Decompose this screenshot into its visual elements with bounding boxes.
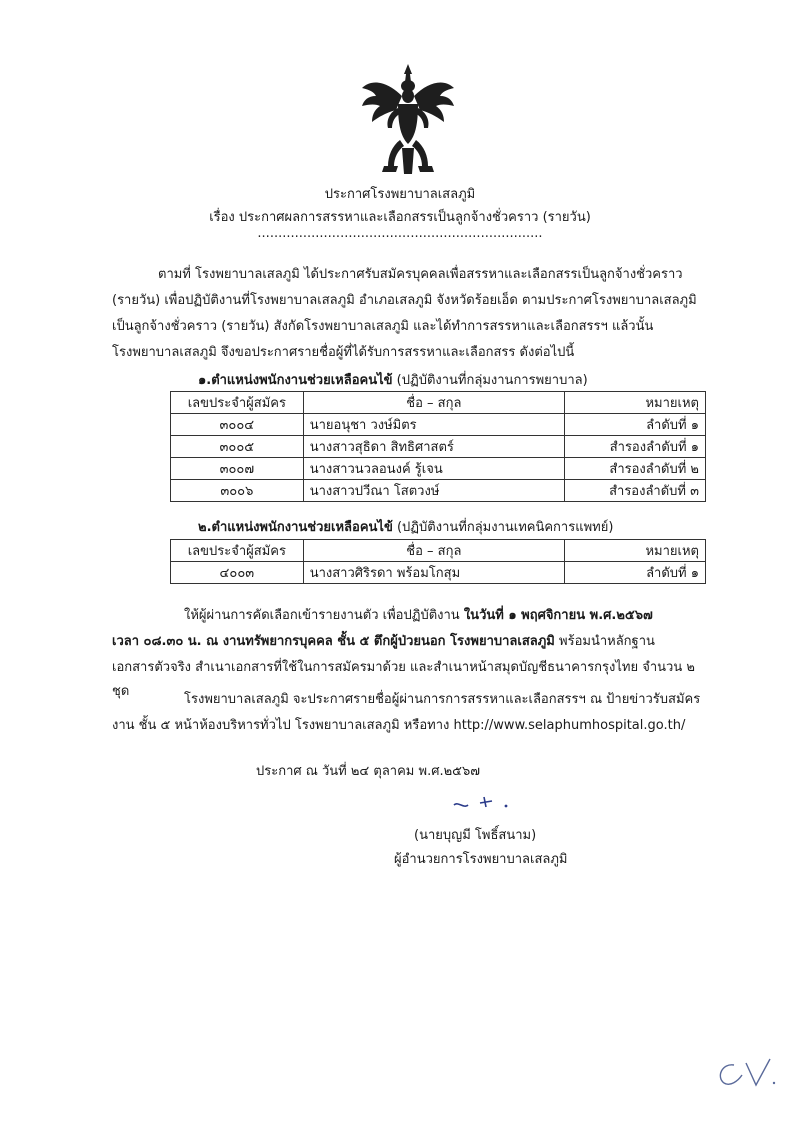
column-header-name: ชื่อ – สกุล xyxy=(303,540,564,562)
report-line-2 xyxy=(112,630,712,654)
applicant-name: นางสาวสุธิดา สิทธิศาสตร์ xyxy=(303,436,564,458)
section-1-unit: (ปฏิบัติงานที่กลุ่มงานการพยาบาล) xyxy=(392,373,588,388)
notice-line-2: งาน ชั้น ๕ หน้าห้องบริหารทั่วไป โรงพยาบาลเสลภูมิ หรือทาง http://www.selaphumhospital.go.th/ xyxy=(112,718,686,733)
column-header-id: เลขประจำผู้สมัคร xyxy=(171,392,304,414)
column-header-id: เลขประจำผู้สมัคร xyxy=(171,540,304,562)
initials-scribble xyxy=(708,1053,778,1093)
notice-line-1: โรงพยาบาลเสลภูมิ จะประกาศรายชื่อผู้ผ่านการการสรรหาและเลือกสรรฯ ณ ป้ายข่าวรับสมัคร xyxy=(184,692,701,707)
garuda-emblem-icon xyxy=(358,62,458,180)
section-1-position: ๑.ตำแหน่งพนักงานช่วยเหลือคนไข้ xyxy=(198,373,393,388)
applicant-note: สำรองลำดับที่ ๑ xyxy=(565,436,706,458)
section-1-table xyxy=(170,391,706,502)
announce-date: ประกาศ ณ วันที่ ๒๔ ตุลาคม พ.ศ.๒๕๖๗ xyxy=(256,764,481,779)
report-instruction: ให้ผู้ผ่านการคัดเลือกเข้ารายงานตัว เพื่อปฏิบัติงาน xyxy=(184,608,464,623)
applicant-name: นางสาวปวีณา โสตวงษ์ xyxy=(303,480,564,502)
intro-line-2: (รายวัน) เพื่อปฏิบัติงานที่โรงพยาบาลเสลภูมิ อำเภอเสลภูมิ จังหวัดร้อยเอ็ด ตามประกาศโรงพยาบาลเสลภูมิ xyxy=(112,293,697,308)
table-row xyxy=(171,414,706,436)
column-header-note: หมายเหตุ xyxy=(565,392,706,414)
applicant-note: สำรองลำดับที่ ๒ xyxy=(565,458,706,480)
applicant-note: สำรองลำดับที่ ๓ xyxy=(565,480,706,502)
table-header-row xyxy=(171,392,706,414)
report-bring: พร้อมนำหลักฐาน xyxy=(554,634,655,649)
applicant-name: นางสาวศิริรดา พร้อมโกสุม xyxy=(303,562,564,584)
document-subject: เรื่อง ประกาศผลการสรรหาและเลือกสรรเป็นลูกจ้างชั่วคราว (รายวัน) xyxy=(209,210,591,225)
section-1-heading xyxy=(198,369,588,390)
table-header-row xyxy=(171,540,706,562)
applicant-id: ๓๐๐๗ xyxy=(171,458,304,480)
applicant-note: ลำดับที่ ๑ xyxy=(565,414,706,436)
applicant-id: ๔๐๐๓ xyxy=(171,562,304,584)
intro-line-4: โรงพยาบาลเสลภูมิ จึงขอประกาศรายชื่อผู้ที่ได้รับการสรรหาและเลือกสรร ดังต่อไปนี้ xyxy=(112,345,575,360)
report-date: ในวันที่ ๑ พฤศจิกายน พ.ศ.๒๕๖๗ xyxy=(463,608,653,623)
section-2-unit: (ปฏิบัติงานที่กลุ่มงานเทคนิคการแพทย์) xyxy=(392,520,614,535)
table-row xyxy=(171,458,706,480)
section-2-heading xyxy=(198,516,613,537)
table-row xyxy=(171,436,706,458)
applicant-id: ๓๐๐๖ xyxy=(171,480,304,502)
signature-mark xyxy=(448,793,528,813)
column-header-name: ชื่อ – สกุล xyxy=(303,392,564,414)
report-time-place: เวลา ๐๘.๓๐ น. ณ งานทรัพยากรบุคคล ชั้น ๕ ตึกผู้ป่วยนอก โรงพยาบาลเสลภูมิ xyxy=(112,634,555,649)
section-2-position: ๒.ตำแหน่งพนักงานช่วยเหลือคนไข้ xyxy=(198,520,393,535)
applicant-name: นายอนุชา วงษ์มิตร xyxy=(303,414,564,436)
title-separator: ..................................................................... xyxy=(257,226,543,241)
report-line-3: เอกสารตัวจริง สำเนาเอกสารที่ใช้ในการสมัครมาด้วย และสำเนาหน้าสมุดบัญชีธนาคารกรุงไทย จำนวน ๒ ชุด xyxy=(112,660,695,699)
column-header-note: หมายเหตุ xyxy=(565,540,706,562)
intro-line-1: ตามที่ โรงพยาบาลเสลภูมิ ได้ประกาศรับสมัครบุคคลเพื่อสรรหาและเลือกสรรเป็นลูกจ้างชั่วคราว xyxy=(158,267,683,282)
signatory-position: ผู้อำนวยการโรงพยาบาลเสลภูมิ xyxy=(394,852,568,867)
table-row xyxy=(171,562,706,584)
applicant-note: ลำดับที่ ๑ xyxy=(565,562,706,584)
signatory-name: (นายบุญมี โพธิ์สนาม) xyxy=(414,828,537,843)
applicant-id: ๓๐๐๕ xyxy=(171,436,304,458)
section-2-table xyxy=(170,539,706,584)
document-title: ประกาศโรงพยาบาลเสลภูมิ xyxy=(324,187,476,202)
applicant-name: นางสาวนวลอนงค์ รู้เจน xyxy=(303,458,564,480)
table-row xyxy=(171,480,706,502)
intro-line-3: เป็นลูกจ้างชั่วคราว (รายวัน) สังกัดโรงพยาบาลเสลภูมิ และได้ทำการสรรหาและเลือกสรรฯ แล้วนั้น xyxy=(112,319,654,334)
applicant-id: ๓๐๐๔ xyxy=(171,414,304,436)
report-line-1 xyxy=(184,604,714,628)
